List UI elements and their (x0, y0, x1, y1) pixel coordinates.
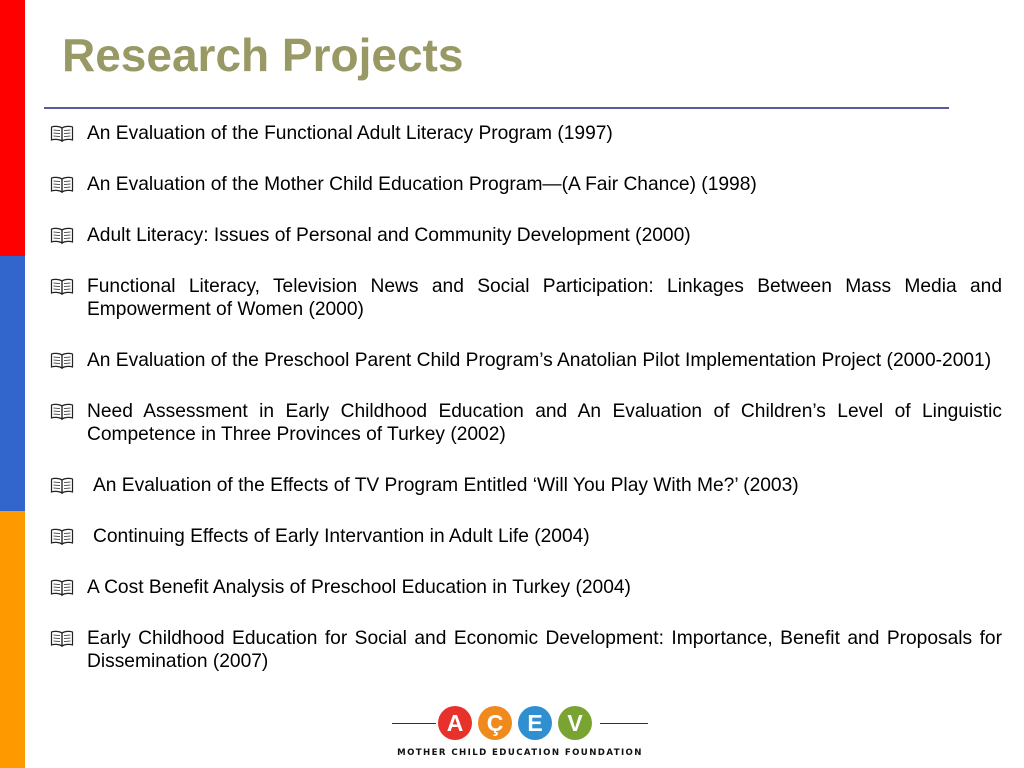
research-project-item (46, 474, 1002, 497)
research-project-item (46, 173, 1002, 196)
research-project-title: Continuing Effects of Early Intervantion in Adult Life (2004) (93, 526, 590, 547)
research-project-title: A Cost Benefit Analysis of Preschool Education in Turkey (2004) (87, 577, 631, 598)
side-bar-red (0, 0, 25, 256)
logo-tagline: MOTHER CHILD EDUCATION FOUNDATION (397, 748, 643, 758)
research-project-item (46, 576, 1002, 599)
research-project-item (46, 275, 1002, 321)
logo-letter-circle: E (518, 706, 552, 740)
slide-title: Research Projects (62, 29, 464, 81)
logo-letter-circle: Ç (478, 706, 512, 740)
research-project-item (46, 122, 1002, 145)
open-book-icon (50, 630, 74, 647)
research-project-title: An Evaluation of the Functional Adult Literacy Program (1997) (87, 123, 613, 144)
research-project-title: Early Childhood Education for Social and Economic Development: Importance, Benefit and Proposals for Dissemination (2007) (87, 628, 1002, 672)
logo-line-left (392, 723, 436, 724)
open-book-icon (50, 477, 74, 494)
logo-line-right (600, 723, 648, 724)
title-divider (44, 107, 949, 109)
open-book-icon (50, 176, 74, 193)
research-project-title: An Evaluation of the Preschool Parent Child Program’s Anatolian Pilot Implementation Project (2000-2001) (87, 350, 992, 371)
open-book-icon (50, 125, 74, 142)
research-project-item (46, 400, 1002, 446)
research-project-title: Need Assessment in Early Childhood Education and An Evaluation of Children’s Level of Linguistic Competence in Three Provinces of Turkey (2002) (87, 401, 1002, 445)
side-bar-blue (0, 256, 25, 511)
research-project-item (46, 349, 1002, 372)
research-project-title: An Evaluation of the Effects of TV Program Entitled ‘Will You Play With Me?’ (2003) (93, 475, 799, 496)
logo-letter-circle: A (438, 706, 472, 740)
research-project-title: Adult Literacy: Issues of Personal and Community Development (2000) (87, 225, 691, 246)
open-book-icon (50, 352, 74, 369)
side-bar-orange (0, 511, 25, 768)
research-project-title: Functional Literacy, Television News and Social Participation: Linkages Between Mass Media and Empowerment of Women (2000) (87, 276, 1002, 320)
acev-logo (392, 703, 648, 763)
research-project-item (46, 525, 1002, 548)
open-book-icon (50, 403, 74, 420)
open-book-icon (50, 278, 74, 295)
open-book-icon (50, 227, 74, 244)
open-book-icon (50, 579, 74, 596)
logo-letter-circle: V (558, 706, 592, 740)
open-book-icon (50, 528, 74, 545)
research-project-item (46, 224, 1002, 247)
research-projects-list (46, 122, 1002, 701)
research-project-item (46, 627, 1002, 673)
research-project-title: An Evaluation of the Mother Child Education Program—(A Fair Chance) (1998) (87, 174, 757, 195)
